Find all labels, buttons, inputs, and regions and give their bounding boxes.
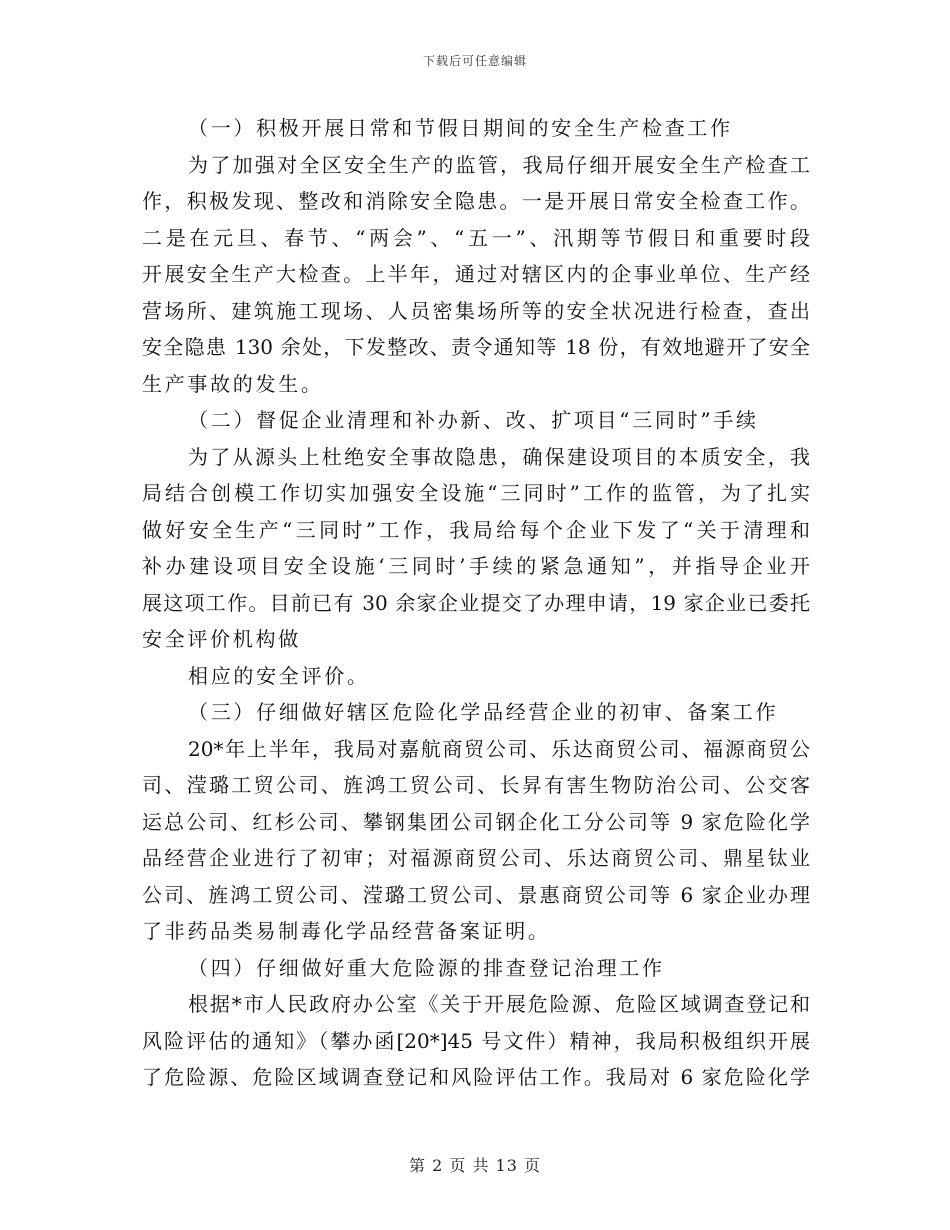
paragraph-line: 了非药品类易制毒化学品经营备案证明。 (142, 919, 551, 943)
paragraph-line: 为了从源头上杜绝安全事故隐患，确保建设项目的本质安全，我 (188, 444, 810, 469)
paragraph-line: 运总公司、红杉公司、攀钢集团公司钢企化工分公司等 9 家危险化学 (142, 809, 810, 834)
section-heading-3: （三）仔细做好辖区危险化学品经营企业的初审、备案工作 (188, 700, 779, 724)
paragraph-line: 二是在元旦、春节、“两会”、“五一”、汛期等节假日和重要时段 (142, 225, 810, 250)
paragraph-line: 安全隐患 130 余处，下发整改、责令通知等 18 份，有效地避开了安全 (142, 335, 810, 359)
section-heading-4: （四）仔细做好重大危险源的排查登记治理工作 (188, 955, 665, 980)
page-header: 下载后可任意编辑 (422, 54, 527, 68)
paragraph-line: 生产事故的发生。 (142, 371, 324, 396)
page-footer: 第 2 页 共 13 页 (409, 1156, 541, 1175)
paragraph-line: 安全评价机构做 (142, 627, 301, 651)
section-heading-2: （二）督促企业清理和补办新、改、扩项目“三同时”手续 (188, 408, 759, 432)
paragraph-line: 相应的安全评价。 (188, 663, 370, 688)
paragraph-line: 做好安全生产“三同时”工作，我局给每个企业下发了“关于清理和 (142, 517, 810, 542)
section-heading-1: （一）积极开展日常和节假日期间的安全生产检查工作 (188, 116, 733, 140)
paragraph-line: 营场所、建筑施工现场、人员密集场所等的安全状况进行检查，查出 (142, 298, 810, 323)
document-body (142, 110, 810, 1096)
paragraph-line: 了危险源、危险区域调查登记和风险评估工作。我局对 6 家危险化学 (142, 1065, 810, 1089)
paragraph-line: 作，积极发现、整改和消除安全隐患。一是开展日常安全检查工作。 (142, 189, 810, 213)
paragraph-line: 补办建设项目安全设施‘三同时’手续的紧急通知”，并指导企业开 (142, 554, 810, 578)
paragraph-line: 风险评估的通知》（攀办函[20*]45 号文件）精神，我局积极组织开展 (142, 1028, 810, 1053)
paragraph-line: 20*年上半年，我局对嘉航商贸公司、乐达商贸公司、福源商贸公 (188, 736, 810, 761)
paragraph-line: 展这项工作。目前已有 30 余家企业提交了办理申请，19 家企业已委托 (142, 590, 810, 615)
paragraph-line: 品经营企业进行了初审；对福源商贸公司、乐达商贸公司、鼎星钛业 (142, 846, 810, 870)
paragraph-line: 开展安全生产大检查。上半年，通过对辖区内的企事业单位、生产经 (142, 262, 810, 286)
paragraph-line: 司、滢璐工贸公司、旌鸿工贸公司、长昇有害生物防治公司、公交客 (142, 773, 810, 797)
paragraph-line: 为了加强对全区安全生产的监管，我局仔细开展安全生产检查工 (188, 152, 810, 177)
paragraph-line: 公司、旌鸿工贸公司、滢璐工贸公司、景惠商贸公司等 6 家企业办理 (142, 882, 810, 907)
paragraph-line: 局结合创模工作切实加强安全设施“三同时”工作的监管，为了扎实 (142, 481, 810, 505)
paragraph-line: 根据*市人民政府办公室《关于开展危险源、危险区域调查登记和 (188, 992, 810, 1016)
